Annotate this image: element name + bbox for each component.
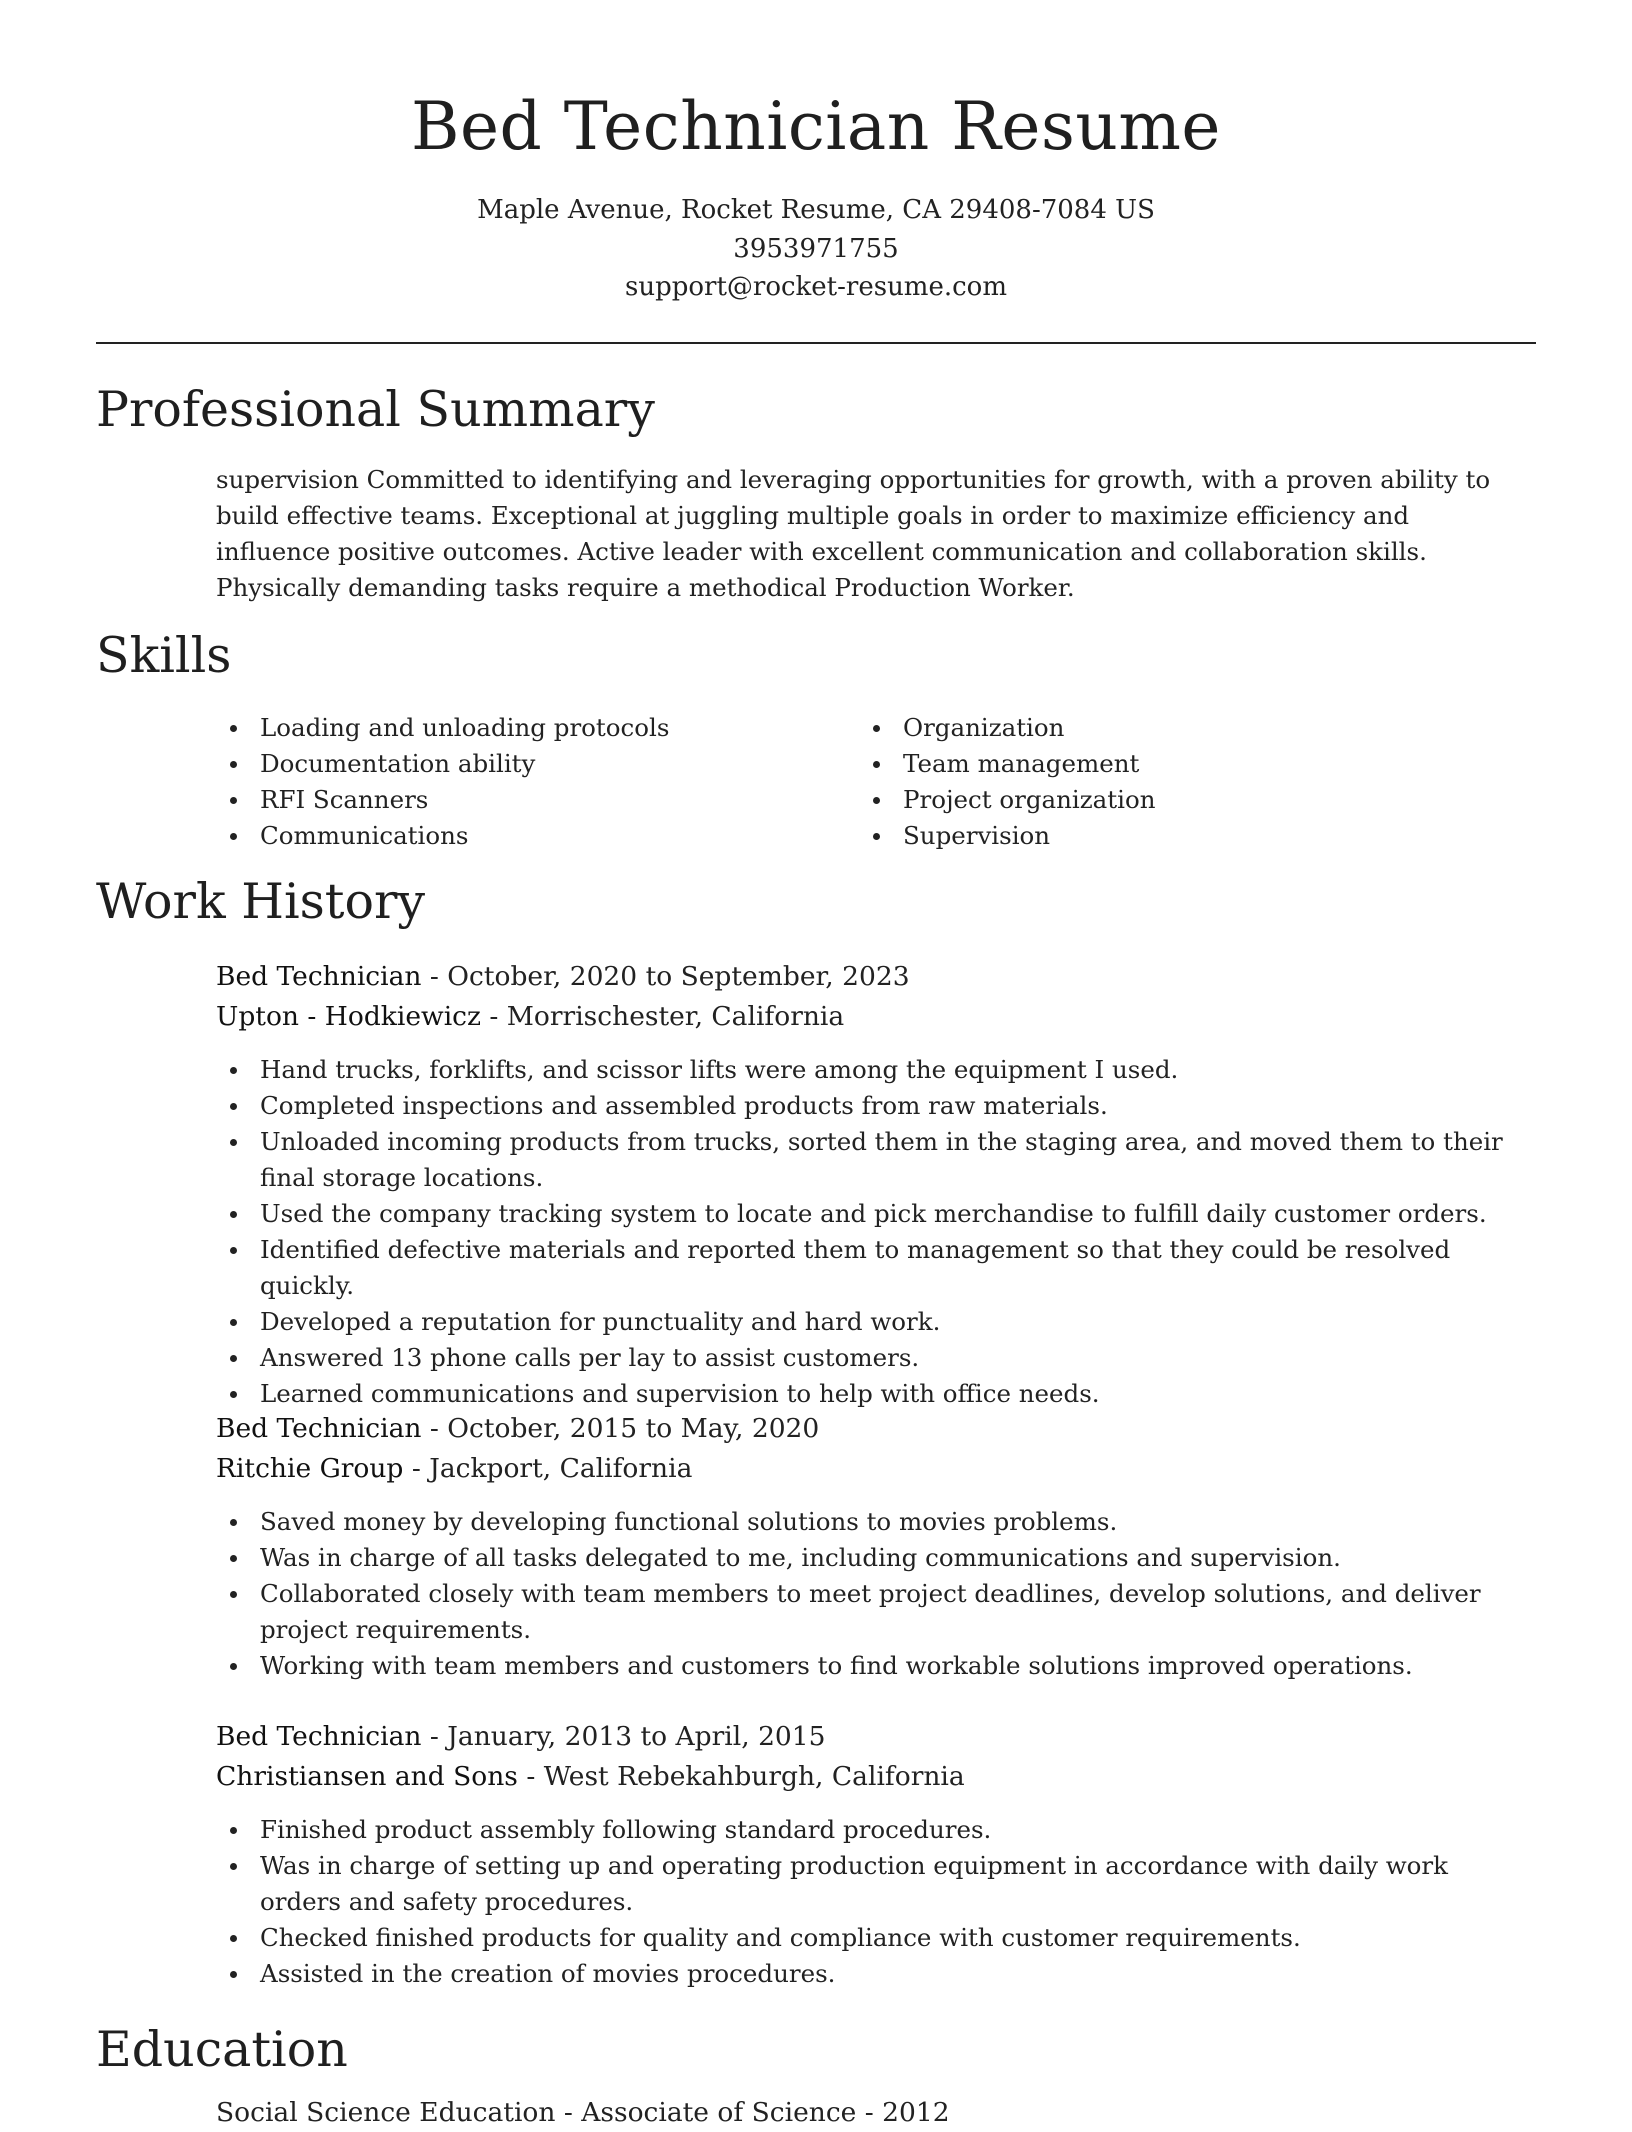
- list-item: Checked finished products for quality and compliance with customer requirements.: [216, 1920, 1536, 1956]
- list-item: Used the company tracking system to locate and pick merchandise to fulfill daily customer orders.: [216, 1196, 1536, 1232]
- job-duties-list: [216, 1052, 1536, 1412]
- job-duties-list: [216, 1812, 1536, 1992]
- page-title: Bed Technician Resume: [410, 88, 1221, 165]
- list-item: Learned communications and supervision to help with office needs.: [216, 1376, 1536, 1412]
- contact-address: Maple Avenue, Rocket Resume, CA 29408-7084 US: [477, 195, 1155, 225]
- job-dates: - October, 2015 to May, 2020: [421, 1413, 820, 1444]
- list-item: Assisted in the creation of movies procedures.: [216, 1956, 1536, 1992]
- header-divider: [96, 342, 1536, 344]
- job-dates: - January, 2013 to April, 2015: [421, 1721, 826, 1752]
- list-item: Identified defective materials and reported them to management so that they could be resolved quickly.: [216, 1232, 1536, 1304]
- skill-item: Communications: [216, 818, 669, 854]
- job-title: Bed Technician: [216, 1413, 422, 1444]
- job-location: - Morrischester, California: [480, 1001, 845, 1032]
- work-history-heading: Work History: [96, 873, 426, 930]
- list-item: Developed a reputation for punctuality and hard work.: [216, 1304, 1536, 1340]
- list-item: Answered 13 phone calls per lay to assist customers.: [216, 1340, 1536, 1376]
- contact-phone: 3953971755: [733, 234, 899, 264]
- job-title: Bed Technician: [216, 961, 422, 992]
- job-title: Bed Technician: [216, 1721, 422, 1752]
- job-duties-list: [216, 1504, 1536, 1684]
- list-item: Saved money by developing functional solutions to movies problems.: [216, 1504, 1536, 1540]
- job-company: Ritchie Group: [216, 1453, 404, 1484]
- education-entry: Social Science Education - Associate of Science - 2012: [216, 2097, 950, 2128]
- summary-heading: Professional Summary: [96, 381, 655, 438]
- skill-item: Loading and unloading protocols: [216, 710, 669, 746]
- list-item: Finished product assembly following standard procedures.: [216, 1812, 1536, 1848]
- skill-item: Documentation ability: [216, 746, 669, 782]
- job-title-line: [216, 958, 910, 996]
- job-title-line: [216, 1718, 826, 1756]
- skill-item: Organization: [859, 710, 1156, 746]
- job-title-line: [216, 1410, 819, 1448]
- education-heading: Education: [96, 2021, 348, 2078]
- skills-list-left: [216, 710, 669, 854]
- contact-email: support@rocket-resume.com: [624, 272, 1007, 302]
- skills-heading: Skills: [96, 627, 232, 684]
- summary-text: supervision Committed to identifying and leveraging opportunities for growth, with a proven ability to build effective teams. Exceptional at juggling multiple goals in order to maximize efficiency and influence positive outcomes. Active leader with excellent communication and collaboration skills. Physically demanding tasks require a methodical Production Worker.: [216, 465, 1491, 602]
- skill-item: Team management: [859, 746, 1156, 782]
- list-item: Working with team members and customers to find workable solutions improved operations.: [216, 1648, 1536, 1684]
- job-company: Upton - Hodkiewicz: [216, 1001, 481, 1032]
- job-company-line: [216, 1758, 965, 1796]
- job-dates: - October, 2020 to September, 2023: [421, 961, 910, 992]
- job-company-line: [216, 998, 844, 1036]
- list-item: Unloaded incoming products from trucks, sorted them in the staging area, and moved them to their final storage locations.: [216, 1124, 1536, 1196]
- list-item: Hand trucks, forklifts, and scissor lifts were among the equipment I used.: [216, 1052, 1536, 1088]
- job-location: - Jackport, California: [403, 1453, 693, 1484]
- skill-item: Project organization: [859, 782, 1156, 818]
- skill-item: Supervision: [859, 818, 1156, 854]
- job-company: Christiansen and Sons: [216, 1761, 518, 1792]
- job-location: - West Rebekahburgh, California: [517, 1761, 965, 1792]
- list-item: Was in charge of setting up and operating production equipment in accordance with daily work orders and safety procedures.: [216, 1848, 1536, 1920]
- list-item: Collaborated closely with team members to meet project deadlines, develop solutions, and deliver project requirements.: [216, 1576, 1536, 1648]
- skill-item: RFI Scanners: [216, 782, 669, 818]
- list-item: Completed inspections and assembled products from raw materials.: [216, 1088, 1536, 1124]
- skills-list-right: [859, 710, 1156, 854]
- job-company-line: [216, 1450, 692, 1488]
- list-item: Was in charge of all tasks delegated to me, including communications and supervision.: [216, 1540, 1536, 1576]
